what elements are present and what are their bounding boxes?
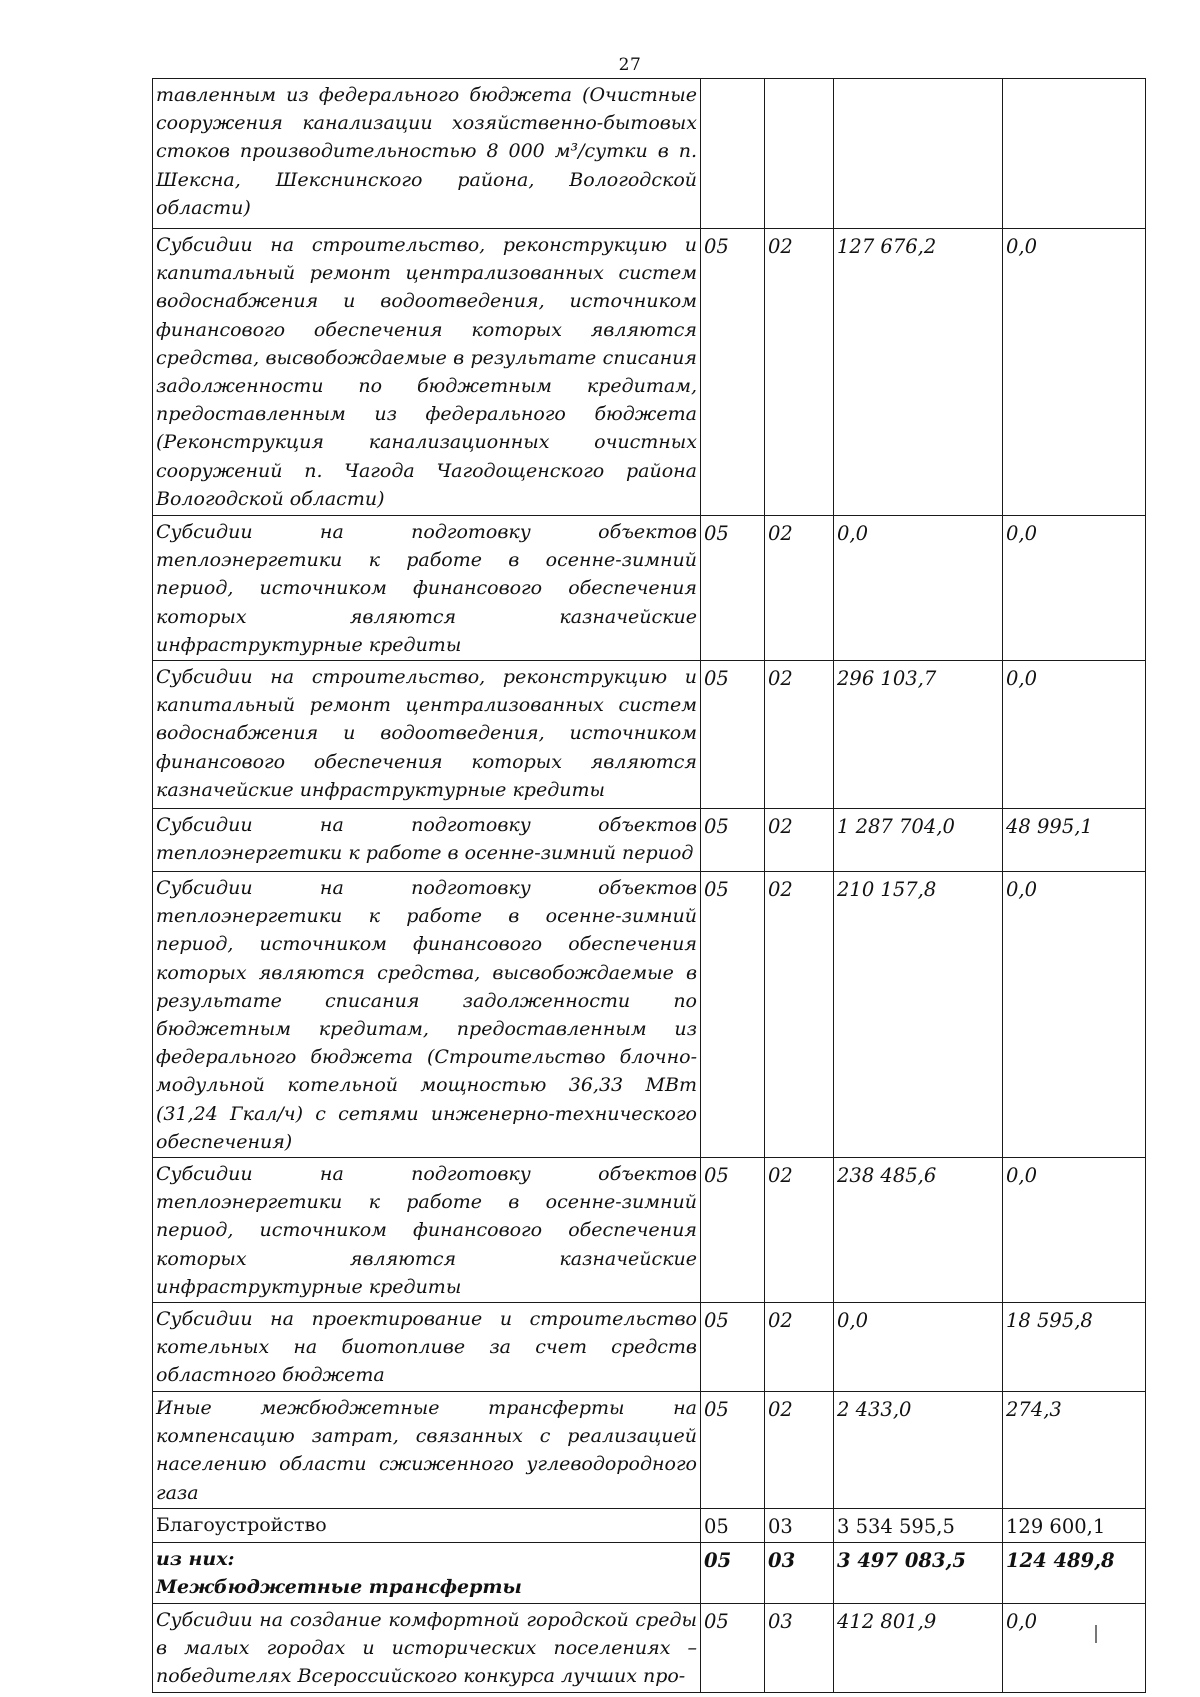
row-podrazdel: 02 xyxy=(765,1392,834,1509)
row-sum-2: 0,0 xyxy=(1003,1158,1146,1303)
row-podrazdel: 03 xyxy=(765,1604,834,1693)
scan-artifact xyxy=(1095,1625,1097,1643)
row-podrazdel: 02 xyxy=(765,809,834,872)
row-sum-1: 1 287 704,0 xyxy=(834,809,1003,872)
row-description: Субсидии на подготовку объектов теплоэнергетики к работе в осенне-зимний период, источником финансового обеспечения которых являются казначейские инфраструктурные кредиты xyxy=(153,516,701,661)
row-sum-1 xyxy=(834,79,1003,229)
row-description: Субсидии на подготовку объектов теплоэнергетики к работе в осенне-зимний период, источником финансового обеспечения которых являются казначейские инфраструктурные кредиты xyxy=(153,1158,701,1303)
row-razdel: 05 xyxy=(701,1158,765,1303)
row-razdel: 05 xyxy=(701,872,765,1158)
row-sum-1: 0,0 xyxy=(834,1303,1003,1392)
row-sum-2: 18 595,8 xyxy=(1003,1303,1146,1392)
row-description: Благоустройство xyxy=(153,1508,701,1542)
row-sum-2: 274,3 xyxy=(1003,1392,1146,1509)
row-description: тавленным из федерального бюджета (Очистные сооружения канализации хозяйственно-бытовых стоков производительностью 8 000 м³/сутки в п. Шексна, Шекснинского района, Вологодской области) xyxy=(153,79,701,229)
table-row xyxy=(153,79,1146,229)
table-row xyxy=(153,809,1146,872)
row-description: Субсидии на строительство, реконструкцию и капитальный ремонт централизованных систем водоснабжения и водоотведения, источником финансового обеспечения которых являются средства, высвобождаемые в результате списания задолженности по бюджетным кредитам, предоставленным из федерального бюджета (Реконструкция канализационных очистных сооружений п. Чагода Чагодощенского района Вологодской области) xyxy=(153,229,701,516)
row-sum-1: 296 103,7 xyxy=(834,661,1003,809)
row-description: Субсидии на строительство, реконструкцию и капитальный ремонт централизованных систем водоснабжения и водоотведения, источником финансового обеспечения которых являются казначейские инфраструктурные кредиты xyxy=(153,661,701,809)
row-description: Субсидии на создание комфортной городской среды в малых городах и исторических поселениях – победителях Всероссийского конкурса лучших про- xyxy=(153,1604,701,1693)
table-row xyxy=(153,1158,1146,1303)
row-razdel: 05 xyxy=(701,1604,765,1693)
row-podrazdel xyxy=(765,79,834,229)
row-sum-1: 3 497 083,5 xyxy=(834,1543,1003,1604)
row-sum-2: 48 995,1 xyxy=(1003,809,1146,872)
row-description: Иные межбюджетные трансферты на компенсацию затрат, связанных с реализацией населению области сжиженного углеводородного газа xyxy=(153,1392,701,1509)
row-sum-2: 0,0 xyxy=(1003,661,1146,809)
row-sum-1: 2 433,0 xyxy=(834,1392,1003,1509)
row-sum-1: 412 801,9 xyxy=(834,1604,1003,1693)
row-razdel: 05 xyxy=(701,1392,765,1509)
table-row xyxy=(153,229,1146,516)
row-sum-2: 124 489,8 xyxy=(1003,1543,1146,1604)
row-description-line1: из них: xyxy=(156,1548,235,1571)
row-sum-1: 3 534 595,5 xyxy=(834,1508,1003,1542)
row-razdel: 05 xyxy=(701,229,765,516)
row-description-line2: Межбюджетные трансферты xyxy=(156,1576,522,1599)
row-sum-2: 0,0 xyxy=(1003,516,1146,661)
row-podrazdel: 03 xyxy=(765,1543,834,1604)
page-number: 27 xyxy=(618,55,642,75)
table-row xyxy=(153,1303,1146,1392)
row-podrazdel: 02 xyxy=(765,516,834,661)
row-razdel: 05 xyxy=(701,1303,765,1392)
row-podrazdel: 02 xyxy=(765,229,834,516)
row-razdel: 05 xyxy=(701,1508,765,1542)
row-razdel xyxy=(701,79,765,229)
row-sum-2: 129 600,1 xyxy=(1003,1508,1146,1542)
row-razdel: 05 xyxy=(701,1543,765,1604)
table-row xyxy=(153,516,1146,661)
row-description: Субсидии на подготовку объектов теплоэнергетики к работе в осенне-зимний период xyxy=(153,809,701,872)
row-description: Субсидии на проектирование и строительство котельных на биотопливе за счет средств областного бюджета xyxy=(153,1303,701,1392)
table-row xyxy=(153,661,1146,809)
table-row xyxy=(153,1508,1146,1542)
row-sum-1: 127 676,2 xyxy=(834,229,1003,516)
table-row xyxy=(153,1392,1146,1509)
row-sum-2: 0,0 xyxy=(1003,1604,1146,1693)
row-razdel: 05 xyxy=(701,809,765,872)
row-podrazdel: 02 xyxy=(765,872,834,1158)
row-sum-2: 0,0 xyxy=(1003,872,1146,1158)
row-description: Субсидии на подготовку объектов теплоэнергетики к работе в осенне-зимний период, источником финансового обеспечения которых являются средства, высвобождаемые в результате списания задолженности по бюджетным кредитам, предоставленным из федерального бюджета (Строительство блочно-модульной котельной мощностью 36,33 МВт (31,24 Гкал/ч) с сетями инженерно-технического обеспечения) xyxy=(153,872,701,1158)
row-sum-2: 0,0 xyxy=(1003,229,1146,516)
budget-table xyxy=(152,78,1146,1693)
row-podrazdel: 02 xyxy=(765,661,834,809)
row-razdel: 05 xyxy=(701,661,765,809)
table-row xyxy=(153,1604,1146,1693)
row-podrazdel: 02 xyxy=(765,1158,834,1303)
row-podrazdel: 02 xyxy=(765,1303,834,1392)
row-sum-1: 238 485,6 xyxy=(834,1158,1003,1303)
row-description xyxy=(153,1543,701,1604)
row-sum-1: 210 157,8 xyxy=(834,872,1003,1158)
row-razdel: 05 xyxy=(701,516,765,661)
table-row xyxy=(153,872,1146,1158)
row-sum-2 xyxy=(1003,79,1146,229)
row-sum-1: 0,0 xyxy=(834,516,1003,661)
row-podrazdel: 03 xyxy=(765,1508,834,1542)
table-row xyxy=(153,1543,1146,1604)
